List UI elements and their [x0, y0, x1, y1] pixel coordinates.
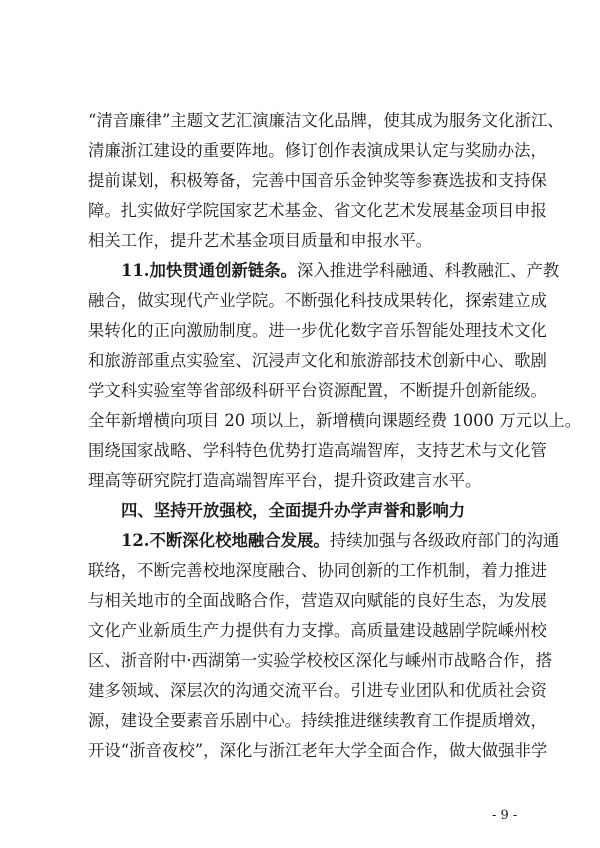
text-line: 清廉浙江建设的重要阵地。修订创作表演成果认定与奖励办法， — [88, 141, 547, 160]
text-line: 与相关地市的全面战略合作，营造双向赋能的良好生态，为发展 — [88, 591, 547, 610]
item-heading: 12.不断深化校地融合发展。 — [121, 531, 330, 550]
paragraph-first-line — [88, 526, 560, 556]
text-line: 全年新增横向项目 20 项以上，新增横向课题经费 1000 万元以上。 — [88, 411, 582, 430]
document-body — [88, 106, 582, 766]
text-line: 果转化的正向激励制度。进一步优化数字音乐智能处理技术文化 — [88, 321, 547, 340]
text-line: 文化产业新质生产力提供有力支撑。高质量建设越剧学院嵊州校 — [88, 621, 547, 640]
text-line: 提前谋划，积极筹备，完善中国音乐金钟奖等参赛选拔和支持保 — [88, 171, 547, 190]
text-span: 持续加强与各级政府部门的沟通 — [329, 531, 560, 550]
text-line: 相关工作，提升艺术基金项目质量和申报水平。 — [88, 231, 433, 250]
text-line: 区、浙音附中·西湖第一实验学校校区深化与嵊州市战略合作，搭 — [88, 651, 553, 670]
paragraph-first-line — [88, 256, 560, 286]
text-line: 联络，不断完善校地深度融合、协同创新的工作机制，着力推进 — [88, 561, 547, 580]
text-line: “清音廉律”主题文艺汇演廉洁文化品牌，使其成为服务文化浙江、 — [88, 111, 564, 130]
text-line: 开设“浙音夜校”，深化与浙江老年大学全面合作，做大做强非学 — [88, 741, 548, 760]
item-heading: 11.加快贯通创新链条。 — [121, 261, 298, 280]
page-number: - 9 - — [492, 808, 518, 823]
text-line: 融合，做实现代产业学院。不断强化科技成果转化，探索建立成 — [88, 291, 547, 310]
text-line: 障。扎实做好学院国家艺术基金、省文化艺术发展基金项目申报 — [88, 201, 547, 220]
text-line: 围绕国家战略、学科特色优势打造高端智库，支持艺术与文化管 — [88, 441, 547, 460]
text-line: 理高等研究院打造高端智库平台，提升资政建言水平。 — [88, 471, 482, 490]
section-heading: 四、坚持开放强校，全面提升办学声誉和影响力 — [121, 501, 466, 520]
text-line: 学文科实验室等省部级科研平台资源配置，不断提升创新能级。 — [88, 381, 547, 400]
text-line: 源，建设全要素音乐剧中心。持续推进继续教育工作提质增效， — [88, 711, 547, 730]
text-line: 和旅游部重点实验室、沉浸声文化和旅游部技术创新中心、歌剧 — [88, 351, 547, 370]
text-span: 深入推进学科融通、科教融汇、产教 — [297, 261, 560, 280]
text-line: 建多领域、深层次的沟通交流平台。引进专业团队和优质社会资 — [88, 681, 547, 700]
